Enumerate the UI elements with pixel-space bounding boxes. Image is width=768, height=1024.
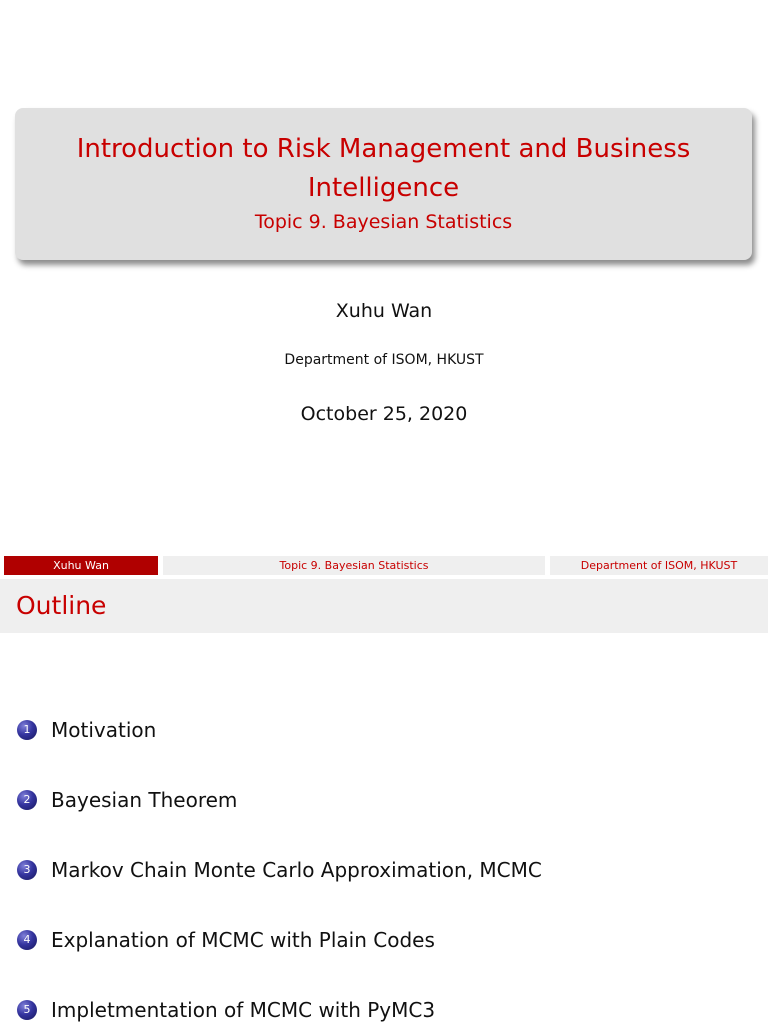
footer-author: Xuhu Wan [4,556,158,575]
outline-item-label: Bayesian Theorem [51,788,238,812]
number-ball-icon: 3 [17,860,37,880]
outline-item[interactable] [17,854,542,924]
outline-item[interactable] [17,924,542,994]
number-ball-icon: 4 [17,930,37,950]
outline-item[interactable] [17,994,542,1024]
title-box [15,108,752,260]
frame-title-bar [0,579,768,633]
author-name: Xuhu Wan [335,300,433,322]
outline-item-label: Impletmentation of MCMC with PyMC3 [51,998,436,1022]
institute-name: Department of ISOM, HKUST [284,352,484,368]
footer-bar [0,556,768,575]
presentation-title: Introduction to Risk Management and Business Intelligence [76,134,691,203]
presentation-date: October 25, 2020 [300,403,468,425]
outline-item-label: Motivation [51,718,157,742]
outline-item[interactable] [17,714,542,784]
outline-item[interactable] [17,784,542,854]
number-ball-icon: 5 [17,1000,37,1020]
outline-heading: Outline [16,591,107,620]
presentation-subtitle: Topic 9. Bayesian Statistics [254,211,513,233]
outline-list [17,714,542,1024]
footer-institute: Department of ISOM, HKUST [550,556,768,575]
outline-item-label: Explanation of MCMC with Plain Codes [51,928,435,952]
number-ball-icon: 1 [17,720,37,740]
footer-title: Topic 9. Bayesian Statistics [163,556,545,575]
outline-item-label: Markov Chain Monte Carlo Approximation, MCMC [51,858,542,882]
number-ball-icon: 2 [17,790,37,810]
